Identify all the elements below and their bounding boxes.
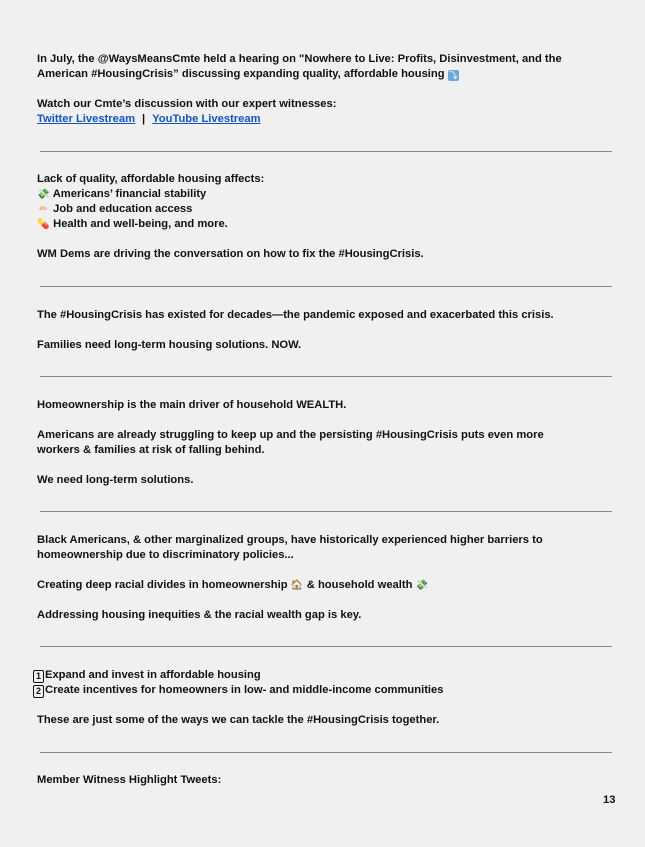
section-divider xyxy=(40,752,612,753)
racial-divides-text-part-2: & household wealth xyxy=(306,579,413,591)
hearing-text-line-2-text: American #HousingCrisis” discussing expanding quality, affordable housing xyxy=(37,68,445,80)
families-need-text: Families need long-term housing solutions. NOW. xyxy=(37,339,302,351)
americans-struggling-line-2: workers & families at risk of falling behind. xyxy=(37,444,265,456)
affects-item xyxy=(37,202,617,217)
affects-item xyxy=(37,187,617,202)
arrow-down-icon: ⤵ xyxy=(449,71,458,80)
solutions-section xyxy=(33,668,613,728)
racial-divide-section xyxy=(37,533,617,623)
solution-item-text: Create incentives for homeowners in low- and middle-income communities xyxy=(45,684,444,696)
twitter-livestream-link[interactable]: Twitter Livestream xyxy=(37,113,136,125)
affects-intro: Lack of quality, affordable housing affects: xyxy=(37,173,265,185)
solution-item xyxy=(33,683,613,698)
addressing-inequities-text: Addressing housing inequities & the racial wealth gap is key. xyxy=(37,609,362,621)
homeownership-section xyxy=(37,398,617,488)
house-icon: 🏠 xyxy=(290,580,304,591)
money-wings-icon: 💸 xyxy=(37,189,50,200)
tackle-crisis-text: These are just some of the ways we can tackle the #HousingCrisis together. xyxy=(37,714,440,726)
crisis-decades-text: The #HousingCrisis has existed for decades—the pandemic exposed and exacerbated this crisis. xyxy=(37,309,554,321)
barriers-line-1: Black Americans, & other marginalized groups, have historically experienced higher barriers to xyxy=(37,534,543,546)
affects-item xyxy=(37,217,617,232)
section-divider xyxy=(40,646,612,647)
hearing-text-line-1: In July, the @WaysMeansCmte held a hearing on "Nowhere to Live: Profits, Disinvestment, and the xyxy=(37,53,562,65)
racial-divides-text xyxy=(37,578,617,593)
livestream-links xyxy=(37,112,617,127)
page-number: 13 xyxy=(603,794,616,806)
section-divider xyxy=(40,286,612,287)
hearing-section xyxy=(37,52,617,127)
youtube-livestream-link[interactable]: YouTube Livestream xyxy=(152,113,261,125)
wm-dems-text: WM Dems are driving the conversation on how to fix the #HousingCrisis. xyxy=(37,248,424,260)
affects-item-text: Americans’ financial stability xyxy=(52,188,207,200)
pill-icon: 💊 xyxy=(37,219,50,230)
section-divider xyxy=(40,151,612,152)
homeownership-wealth-text: Homeownership is the main driver of household WEALTH. xyxy=(37,399,347,411)
section-divider xyxy=(40,376,612,377)
member-witness-heading: Member Witness Highlight Tweets: xyxy=(37,774,222,786)
keycap-one-icon: 1 xyxy=(33,670,44,683)
affects-item-text: Health and well-being, and more. xyxy=(53,218,228,230)
watch-discussion-text: Watch our Cmte’s discussion with our expert witnesses: xyxy=(37,98,337,110)
member-witness-section xyxy=(37,773,617,788)
keycap-two-icon: 2 xyxy=(33,685,44,698)
link-separator: | xyxy=(142,113,146,125)
section-divider xyxy=(40,511,612,512)
americans-struggling-line-1: Americans are already struggling to keep up and the persisting #HousingCrisis puts even more xyxy=(37,429,544,441)
housing-affects-section xyxy=(37,172,617,262)
crisis-decades-section xyxy=(37,308,617,353)
solution-item xyxy=(33,668,613,683)
money-wings-icon: 💸 xyxy=(415,580,429,591)
hearing-text-line-2 xyxy=(37,67,617,82)
barriers-line-2: homeownership due to discriminatory policies... xyxy=(37,549,294,561)
racial-divides-text-part-1: Creating deep racial divides in homeownership xyxy=(37,579,288,591)
long-term-solutions-text: We need long-term solutions. xyxy=(37,474,194,486)
affects-item-text: Job and education access xyxy=(53,203,193,215)
pencil-icon: ✏ xyxy=(39,204,48,215)
solution-item-text: Expand and invest in affordable housing xyxy=(45,669,261,681)
